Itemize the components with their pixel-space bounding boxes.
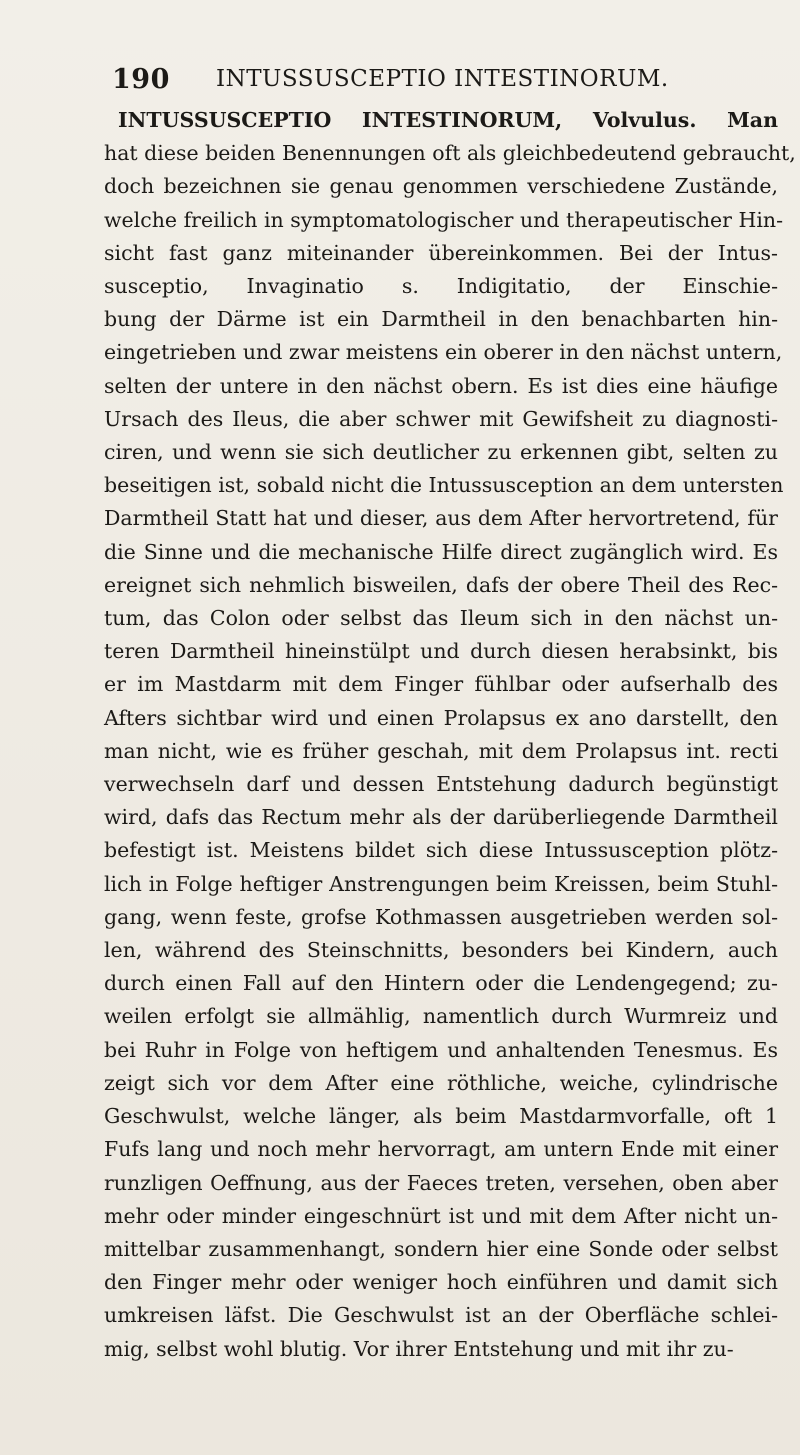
text-line: mehr oder minder eingeschnürt ist und mit dem After nicht un- xyxy=(104,1203,778,1228)
text-line: Ursach des Ileus, die aber schwer mit Gewifsheit zu diagnosti- xyxy=(104,406,778,431)
text-line: durch einen Fall auf den Hintern oder die Lendengegend; zu- xyxy=(104,971,778,996)
text-line: runzligen Oeffnung, aus der Faeces treten, versehen, oben aber xyxy=(104,1170,778,1195)
entry-text xyxy=(104,104,796,1366)
text-line: Afters sichtbar wird und einen Prolapsus ex ano darstellt, den xyxy=(104,705,778,730)
text-line: hat diese beiden Benennungen oft als gleichbedeutend gebraucht, xyxy=(104,141,796,166)
text-line: Fufs lang und noch mehr hervorragt, am untern Ende mit einer xyxy=(104,1137,778,1162)
text-line: tum, das Colon oder selbst das Ileum sich in den nächst un- xyxy=(104,606,778,631)
text-line: man nicht, wie es früher geschah, mit dem Prolapsus int. recti xyxy=(104,738,778,763)
text-line: bei Ruhr in Folge von heftigem und anhaltenden Tenesmus. Es xyxy=(104,1037,778,1062)
text-line: selten der untere in den nächst obern. Es ist dies eine häufige xyxy=(104,373,778,398)
text-line: den Finger mehr oder weniger hoch einführen und damit sich xyxy=(104,1270,778,1295)
text-line: ereignet sich nehmlich bisweilen, dafs der obere Theil des Rec- xyxy=(104,572,778,597)
text-line: befestigt ist. Meistens bildet sich diese Intussusception plötz- xyxy=(104,838,778,863)
text-line: mittelbar zusammenhangt, sondern hier eine Sonde oder selbst xyxy=(104,1236,778,1261)
text-line: Darmtheil Statt hat und dieser, aus dem After hervortretend, für xyxy=(104,506,778,531)
text-line: wird, dafs das Rectum mehr als der darüberliegende Darmtheil xyxy=(104,805,778,830)
text-line: INTUSSUSCEPTIO INTESTINORUM, Volvulus. Man xyxy=(118,108,778,132)
text-line: welche freilich in symptomatologischer und therapeutischer Hin- xyxy=(104,207,784,232)
text-line: len, während des Steinschnitts, besonders bei Kindern, auch xyxy=(104,938,778,963)
text-line: Geschwulst, welche länger, als beim Mastdarmvorfalle, oft 1 xyxy=(104,1104,778,1129)
text-line: doch bezeichnen sie genau genommen verschiedene Zustände, xyxy=(104,174,778,199)
text-line: bung der Därme ist ein Darmtheil in den benachbarten hin- xyxy=(104,307,778,332)
text-line: zeigt sich vor dem After eine röthliche, weiche, cylindrische xyxy=(104,1070,778,1095)
page-header xyxy=(112,64,772,100)
text-line: umkreisen läfst. Die Geschwulst ist an der Oberfläche schlei- xyxy=(104,1303,778,1328)
text-line: lich in Folge heftiger Anstrengungen beim Kreissen, beim Stuhl- xyxy=(104,871,778,896)
text-line: weilen erfolgt sie allmählig, namentlich durch Wurmreiz und xyxy=(104,1004,778,1029)
text-line: eingetrieben und zwar meistens ein oberer in den nächst untern, xyxy=(104,340,783,365)
text-line: verwechseln darf und dessen Entstehung dadurch begünstigt xyxy=(104,772,778,797)
text-line: teren Darmtheil hineinstülpt und durch diesen herabsinkt, bis xyxy=(104,639,778,664)
text-line: ciren, und wenn sie sich deutlicher zu erkennen gibt, selten zu xyxy=(104,440,778,465)
text-line: gang, wenn feste, grofse Kothmassen ausgetrieben werden sol- xyxy=(104,904,778,929)
text-line: susceptio, Invaginatio s. Indigitatio, der Einschie- xyxy=(104,274,778,299)
page-number: 190 xyxy=(112,64,170,95)
text-line: sicht fast ganz miteinander übereinkommen. Bei der Intus- xyxy=(104,240,778,265)
running-head: INTUSSUSCEPTIO INTESTINORUM. xyxy=(216,66,669,92)
text-line: mig, selbst wohl blutig. Vor ihrer Entstehung und mit ihr zu- xyxy=(104,1336,734,1361)
text-line: er im Mastdarm mit dem Finger fühlbar oder aufserhalb des xyxy=(104,672,778,697)
text-line: die Sinne und die mechanische Hilfe direct zugänglich wird. Es xyxy=(104,539,778,564)
text-line: beseitigen ist, sobald nicht die Intussusception an dem untersten xyxy=(104,473,784,498)
